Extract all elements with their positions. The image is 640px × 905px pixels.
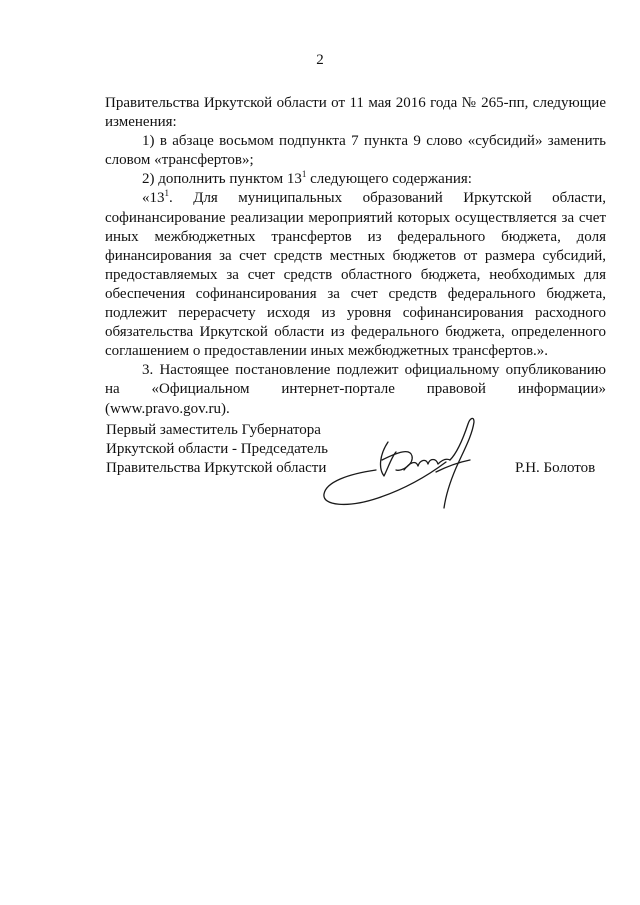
signatory-title-line: Иркутской области - Председатель	[106, 441, 328, 458]
signatory-title	[106, 421, 328, 478]
paragraph-item-3: 3. Настоящее постановление подлежит официальному опубликованию на «Официальном интернет-портале правовой информации» (www.pravo.gov.ru).	[105, 362, 606, 417]
signatory-title-line: Правительства Иркутской области	[106, 460, 327, 477]
document-body	[105, 94, 606, 419]
item-2-text: 2) дополнить пунктом 13	[142, 171, 302, 188]
handwritten-signature	[318, 412, 493, 512]
paragraph-item-1: 1) в абзаце восьмом подпункта 7 пункта 9 слово «субсидий» заменить словом «трансфертов»;	[105, 133, 606, 169]
paragraph-intro: Правительства Иркутской области от 11 мая 2016 года № 265-пп, следующие изменения:	[105, 95, 606, 131]
page-number: 2	[316, 52, 324, 68]
clause-text: . Для муниципальных образований Иркутской области, софинансирование реализации мероприятий которых осуществляется за счет иных межбюджетных трансфертов из федерального бюджета, доля финансирования за счет средств местных бюджетов от размера субсидий, предоставляемых за счет средств областного бюджета, необходимых для обеспечения софинансирования за счет средств федерального бюджета, подлежит перерасчету исходя из уровня софинансирования расходного обязательства Иркутской области из федерального бюджета, определенного соглашением о предоставлении иных межбюджетных трансфертов.».	[105, 190, 606, 360]
superscript: 1	[164, 188, 169, 199]
superscript: 1	[301, 169, 307, 180]
paragraph-clause-13-1	[105, 189, 606, 361]
item-2-text-end: следующего содержания:	[306, 171, 472, 188]
signatory-title-line: Первый заместитель Губернатора	[106, 422, 321, 438]
signatory-name: Р.Н. Болотов	[515, 460, 596, 476]
paragraph-item-2	[105, 170, 606, 189]
clause-number: «13	[142, 190, 165, 207]
